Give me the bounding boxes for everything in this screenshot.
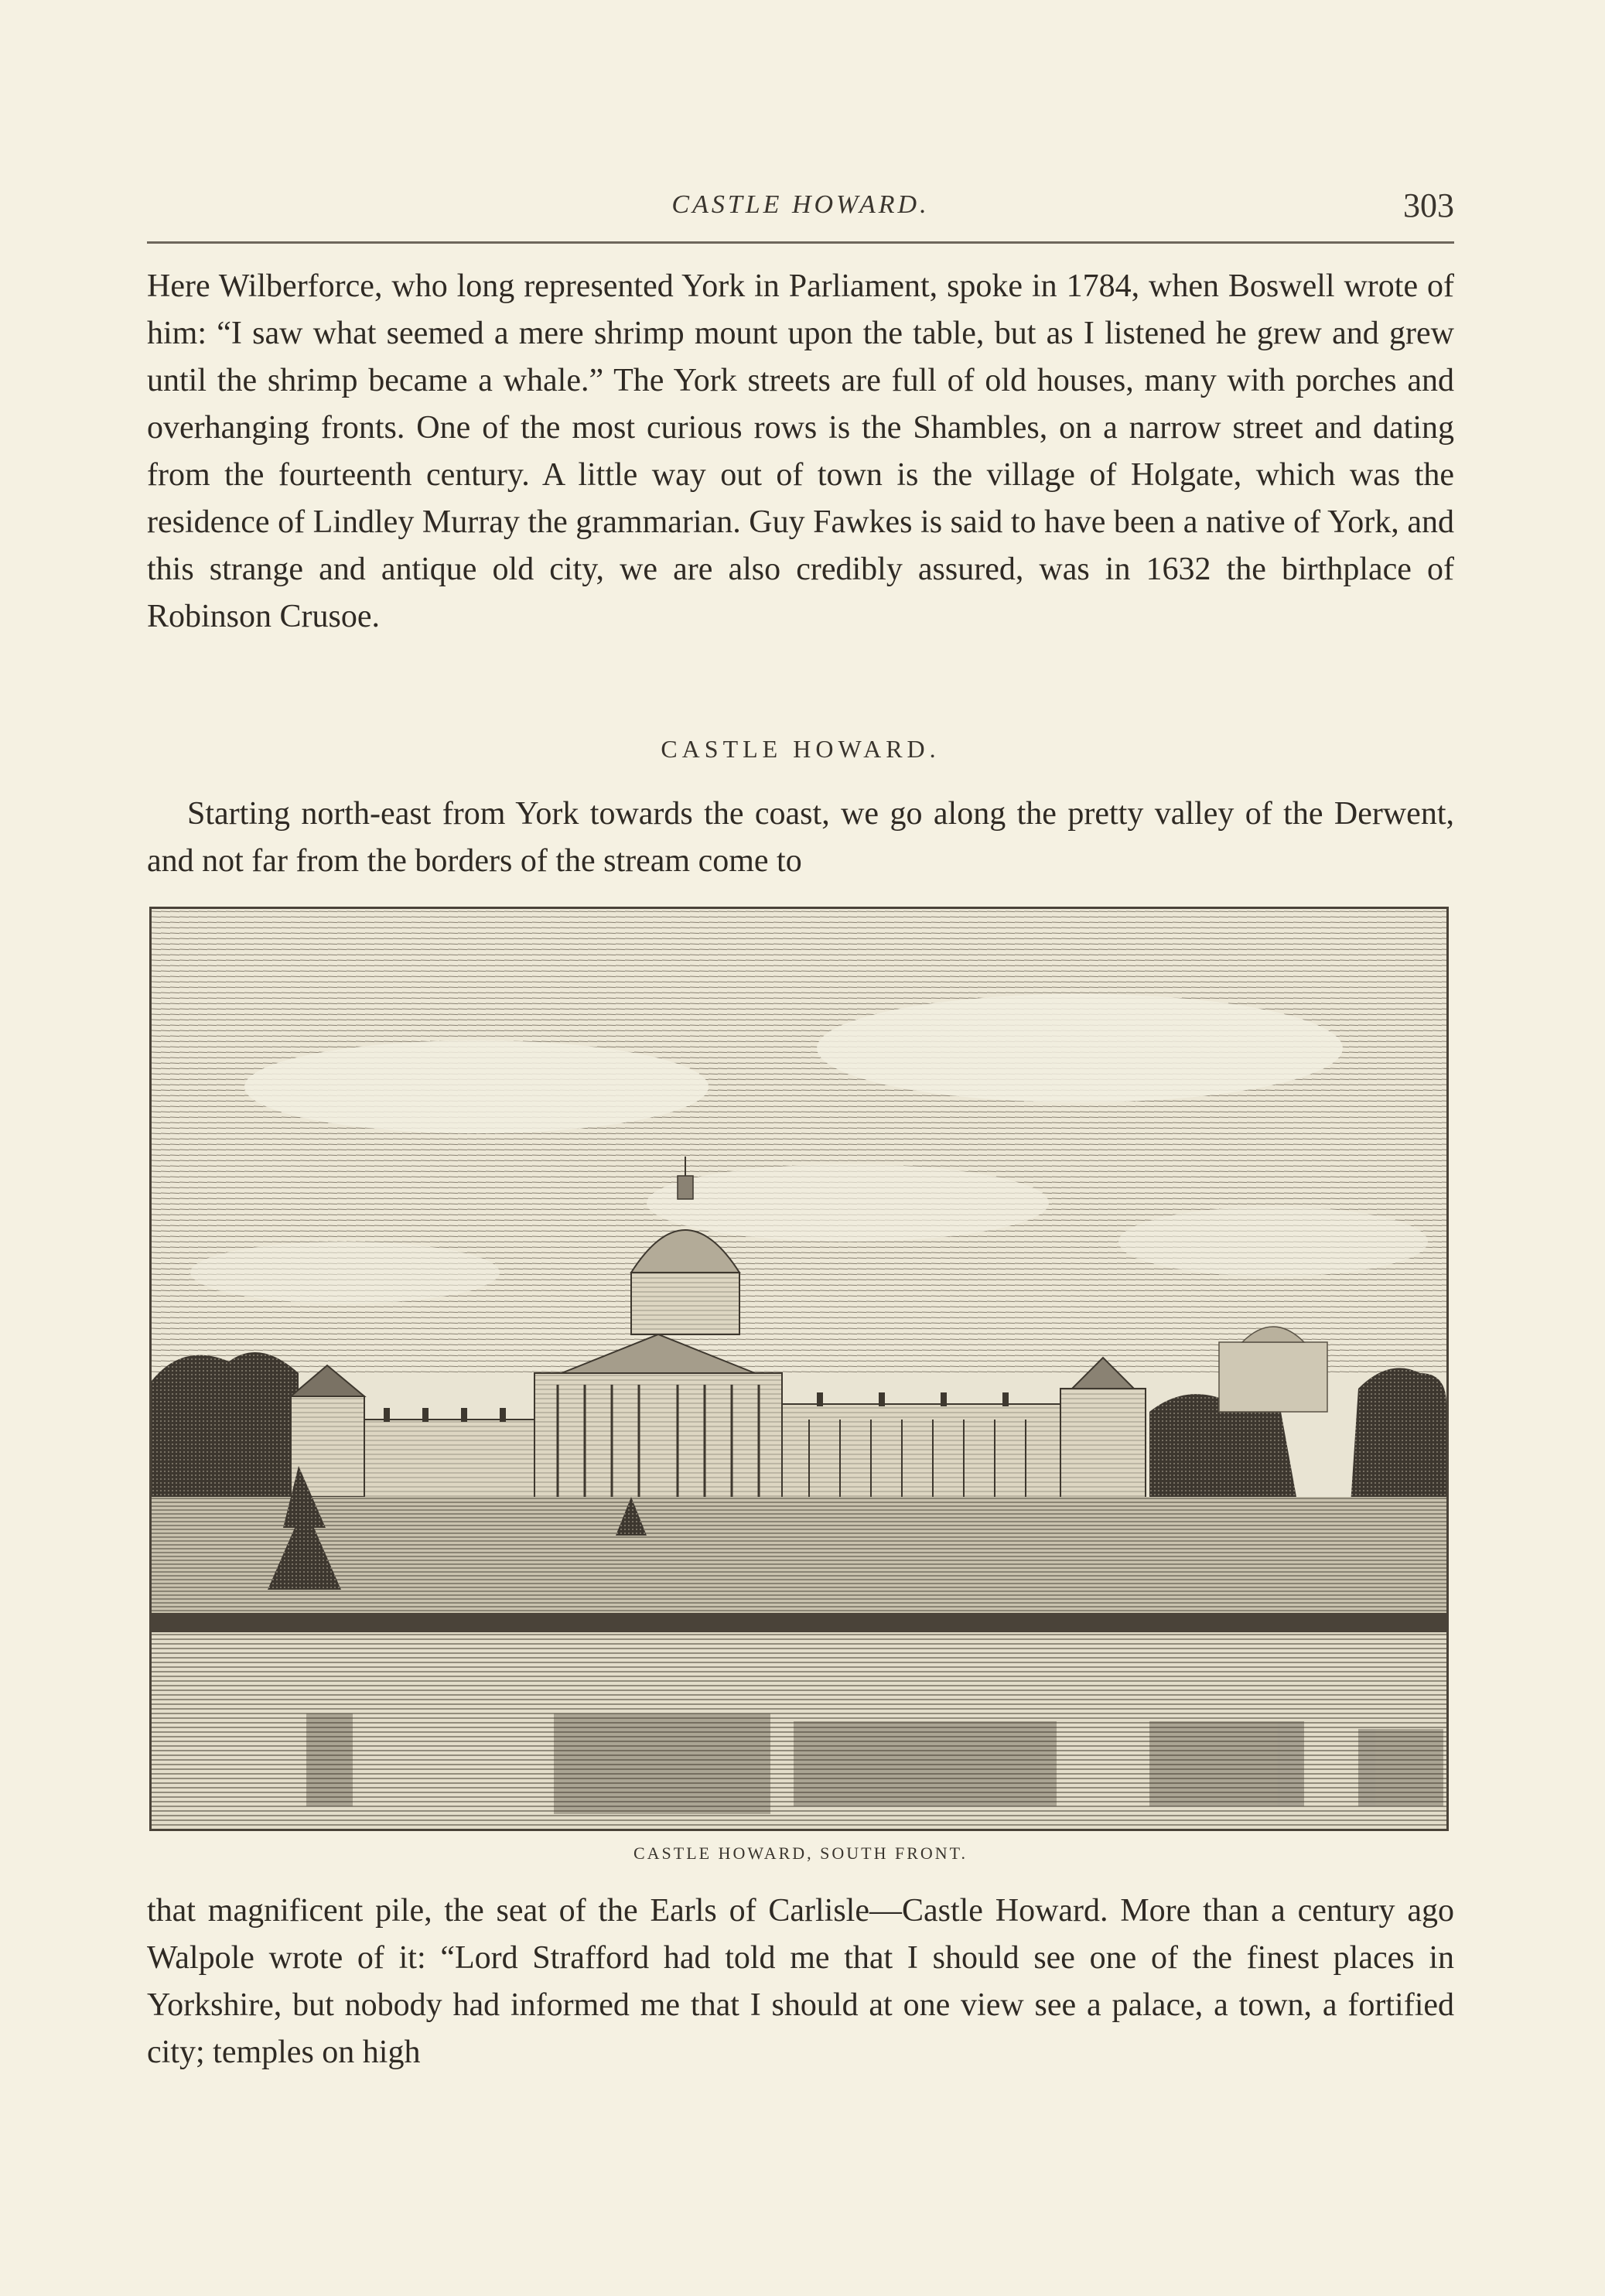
- paragraph-magnificent-pile: that magnificent pile, the seat of the Earls of Carlisle—Castle Howard. More than a century ago Walpole wrote of it: “Lord Strafford had told me that I should see one of the finest places in Yorkshire, but nobody had informed me that I should at one view see a palace, a town, a fortified city; temples on high: [147, 1893, 1454, 2070]
- paragraph-starting: Starting north-east from York towards the coast, we go along the pretty valley of the Derwent, and not far from the borders of the stream come to: [147, 796, 1454, 879]
- sky-hatching: [152, 909, 1446, 1373]
- paragraph-wilberforce: Here Wilberforce, who long represented York in Parliament, spoke in 1784, when Boswell wrote of him: “I saw what seemed a mere shrimp mount upon the table, but as I listened he grew and grew until the shrimp became a whale.” The York streets are full of old houses, many with porches and overhanging fronts. One of the most curious rows is the Shambles, on a narrow street and dating from the fourteenth century. A little way out of town is the village of Holgate, which was the residence of Lindley Murray the grammarian. Guy Fawkes is said to have been a native of York, and this strange and antique old city, we are also credibly assured, was in 1632 the birthplace of Robinson Crusoe.: [147, 268, 1454, 634]
- running-head: [147, 183, 1454, 229]
- header-rule: [147, 241, 1454, 244]
- trees-left: [152, 1352, 299, 1497]
- running-title: CASTLE HOWARD.: [671, 190, 930, 219]
- trees-right: [1351, 1368, 1446, 1505]
- engraving-castle-howard: [149, 907, 1449, 1831]
- lawn-hatching: [152, 1497, 1446, 1621]
- figure-caption: CASTLE HOWARD, SOUTH FRONT.: [633, 1843, 968, 1863]
- lake-bank: [152, 1613, 1446, 1632]
- section-heading: CASTLE HOWARD.: [661, 735, 941, 763]
- page-number: 303: [1403, 186, 1454, 224]
